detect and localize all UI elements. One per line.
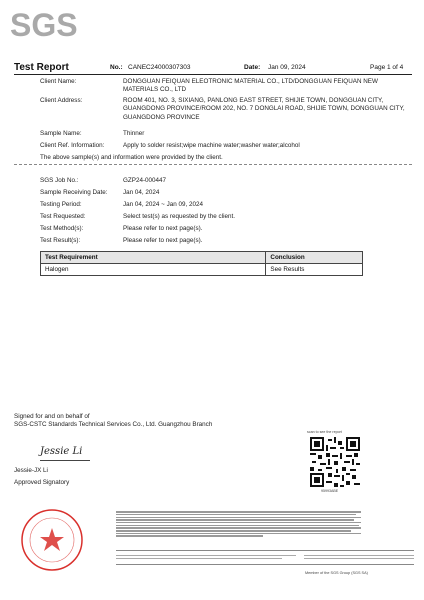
test-result-label: Test Result(s): (40, 237, 81, 244)
terms-fine-print (116, 510, 361, 538)
signatory-name: Jessie-JX Li (14, 467, 48, 474)
client-ref-value: Apply to solder resist;wipe machine water;washer water;alcohol (123, 142, 300, 149)
test-method-label: Test Method(s): (40, 225, 84, 232)
report-title: Test Report (14, 62, 69, 73)
address-fine-print (116, 553, 296, 561)
sample-name-value: Thinner (123, 130, 145, 137)
test-requirement-table (40, 251, 363, 276)
footer-rule (116, 550, 414, 551)
test-method-value: Please refer to next page(s). (123, 225, 203, 232)
cell-requirement: Halogen (41, 264, 266, 276)
client-address-label: Client Address: (40, 97, 83, 104)
signatory-role: Approved Signatory (14, 479, 70, 486)
footer-rule-bottom (116, 564, 414, 565)
sgs-group-member: Member of the SGS Group (SGS SA) (305, 571, 368, 575)
signature-line (40, 460, 90, 461)
header-rule (14, 74, 412, 75)
table-row (41, 264, 363, 276)
receiving-date-value: Jan 04, 2024 (123, 189, 160, 196)
signed-on-behalf: Signed for and on behalf of (14, 413, 90, 420)
col-conclusion: Conclusion (266, 252, 363, 264)
job-no-value: GZP24-000447 (123, 177, 167, 184)
qr-code-text: 95993ABE (321, 489, 339, 493)
job-no-label: SGS Job No.: (40, 177, 79, 184)
report-no-value: CANEC24000307303 (128, 64, 191, 71)
col-test-requirement: Test Requirement (41, 252, 266, 264)
testing-period-label: Testing Period: (40, 201, 82, 208)
qr-code-icon[interactable] (310, 437, 360, 487)
signing-company: SGS-CSTC Standards Technical Services Co., Ltd. Guangzhou Branch (14, 421, 213, 428)
handwritten-signature: Jessie Li (40, 446, 83, 457)
sgs-logo (8, 2, 78, 46)
test-requested-value: Select test(s) as requested by the client. (123, 213, 236, 220)
cell-conclusion: See Results (266, 264, 363, 276)
client-address-value: ROOM 401, NO. 3, SIXIANG, PANLONG EAST STREET, SHIJIE TOWN, DONGGUAN CITY, GUANGDONG PROVINCE/ROOM 202, NO. 7 DONGLAI ROAD, SHIJIE TOWN, DONGGUAN CITY, GUANGDONG PROVINCE (123, 97, 405, 121)
client-name-label: Client Name: (40, 78, 77, 85)
contact-fine-print (304, 553, 414, 561)
receiving-date-label: Sample Receiving Date: (40, 189, 108, 196)
test-requested-label: Test Requested: (40, 213, 86, 220)
section-divider (14, 164, 412, 165)
testing-period-value: Jan 04, 2024 ~ Jan 09, 2024 (123, 201, 204, 208)
report-date-label: Date: (244, 64, 261, 71)
company-seal-icon (20, 508, 84, 572)
sample-note: The above sample(s) and information were provided by the client. (40, 154, 223, 161)
report-no-label: No.: (110, 64, 123, 71)
page-number: Page 1 of 4 (370, 64, 404, 71)
client-name-value: DONGGUAN FEIQUAN ELEOTRONIC MATERIAL CO., LTD/DONGGUAN FEIQUAN NEW MATERIALS CO., LTD (123, 78, 378, 94)
client-ref-label: Client Ref. Information: (40, 142, 105, 149)
table-header-row (41, 252, 363, 264)
sample-name-label: Sample Name: (40, 130, 82, 137)
report-date-value: Jan 09, 2024 (268, 64, 306, 71)
test-result-value: Please refer to next page(s). (123, 237, 203, 244)
sgs-logo-text: SGS (10, 7, 78, 43)
qr-caption: scan to see the report (307, 430, 342, 434)
